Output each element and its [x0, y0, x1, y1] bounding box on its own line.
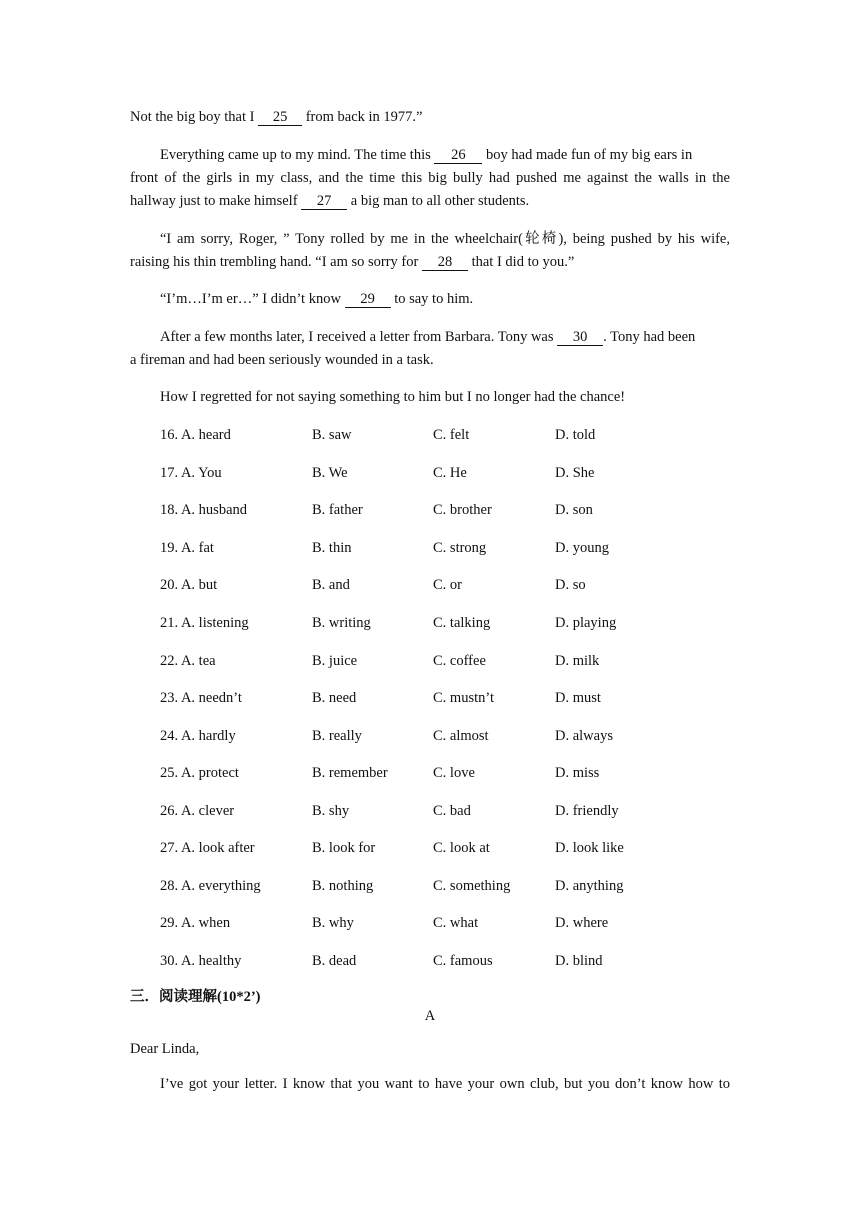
option-c: C. strong — [433, 540, 487, 556]
option-b: B. and — [312, 577, 350, 593]
option-c: C. brother — [433, 502, 492, 518]
option-d: D. playing — [555, 615, 617, 631]
option-c: C. something — [433, 878, 511, 894]
option-b: B. juice — [312, 653, 358, 669]
text: a big man to all other students. — [350, 193, 530, 209]
answer-blank: 29 — [345, 291, 391, 308]
text: a fireman and had been seriously wounded in a task. — [130, 352, 434, 368]
text: How I regretted for not saying something to him but I no longer had the chance! — [160, 389, 626, 405]
option-a: 27. A. look after — [160, 840, 255, 856]
text: to say to him. — [394, 291, 474, 307]
option-d: D. milk — [555, 653, 600, 669]
option-b: B. thin — [312, 540, 352, 556]
text: from back in 1977.” — [305, 109, 423, 125]
option-b: B. writing — [312, 615, 371, 631]
option-d: D. told — [555, 427, 596, 443]
option-a: 28. A. everything — [160, 878, 261, 894]
option-b: B. shy — [312, 803, 350, 819]
option-c: C. coffee — [433, 653, 486, 669]
option-c: C. mustn’t — [433, 690, 494, 706]
option-b: B. remember — [312, 765, 388, 781]
option-c: C. talking — [433, 615, 491, 631]
option-b: B. why — [312, 915, 354, 931]
option-c: C. or — [433, 577, 462, 593]
option-a: 19. A. fat — [160, 540, 214, 556]
paragraph-line — [130, 106, 730, 129]
option-b: B. saw — [312, 427, 352, 443]
option-c: C. He — [433, 465, 467, 481]
option-a: 17. A. You — [160, 465, 222, 481]
passage-label: A — [424, 1008, 436, 1024]
option-d: D. anything — [555, 878, 624, 894]
option-b: B. dead — [312, 953, 357, 969]
option-b: B. really — [312, 728, 362, 744]
paragraph-line — [130, 190, 730, 213]
letter-salutation: Dear Linda, — [130, 1041, 200, 1057]
paragraph-line — [160, 228, 730, 251]
text: . Tony had been — [603, 329, 696, 345]
option-a: 16. A. heard — [160, 427, 231, 443]
text: “I’m…I’m er…” I didn’t know — [160, 291, 345, 307]
option-d: D. friendly — [555, 803, 619, 819]
text: front of the girls in my class, and the time this big bully had pushed me against the walls in the — [130, 170, 730, 186]
option-c: C. famous — [433, 953, 493, 969]
option-d: D. blind — [555, 953, 603, 969]
option-c: C. almost — [433, 728, 489, 744]
option-b: B. need — [312, 690, 357, 706]
option-b: B. nothing — [312, 878, 374, 894]
paragraph-line — [130, 167, 730, 190]
option-a: 22. A. tea — [160, 653, 216, 669]
option-d: D. so — [555, 577, 586, 593]
option-a: 20. A. but — [160, 577, 218, 593]
answer-blank: 28 — [422, 254, 468, 271]
option-c: C. felt — [433, 427, 470, 443]
option-d: D. young — [555, 540, 609, 556]
text: After a few months later, I received a letter from Barbara. Tony was — [160, 329, 558, 345]
paragraph-line — [130, 349, 730, 372]
option-a: 29. A. when — [160, 915, 231, 931]
option-a: 25. A. protect — [160, 765, 239, 781]
answer-blank: 30 — [557, 329, 603, 346]
option-d: D. miss — [555, 765, 600, 781]
answer-blank: 26 — [434, 147, 482, 164]
paragraph-line — [130, 251, 730, 274]
option-a: 26. A. clever — [160, 803, 235, 819]
text: boy had made fun of my big ears in — [486, 147, 693, 163]
section-title: 三．阅读理解(10*2’) — [130, 989, 261, 1005]
text: hallway just to make himself — [130, 193, 302, 209]
option-a: 23. A. needn’t — [160, 690, 242, 706]
text: Not the big boy that I — [130, 109, 259, 125]
option-b: B. father — [312, 502, 363, 518]
paragraph-line — [160, 326, 730, 349]
option-d: D. always — [555, 728, 613, 744]
text: that I did to you.” — [471, 254, 575, 270]
option-d: D. must — [555, 690, 601, 706]
paragraph-line — [160, 288, 730, 311]
text: “I am sorry, Roger, ” Tony rolled by me in the wheelchair(轮椅), being pushed by his wife, — [160, 231, 730, 247]
option-b: B. look for — [312, 840, 376, 856]
text: I’ve got your letter. I know that you want to have your own club, but you don’t know how to — [160, 1076, 730, 1092]
text: Everything came up to my mind. The time this — [160, 147, 435, 163]
option-c: C. look at — [433, 840, 490, 856]
paragraph-line — [160, 386, 730, 409]
option-c: C. bad — [433, 803, 471, 819]
answer-blank: 25 — [258, 109, 302, 126]
option-a: 18. A. husband — [160, 502, 247, 518]
option-d: D. look like — [555, 840, 624, 856]
option-d: D. son — [555, 502, 593, 518]
option-d: D. where — [555, 915, 609, 931]
text: raising his thin trembling hand. “I am so sorry for — [130, 254, 422, 270]
option-c: C. love — [433, 765, 475, 781]
option-d: D. She — [555, 465, 595, 481]
option-b: B. We — [312, 465, 348, 481]
option-a: 24. A. hardly — [160, 728, 236, 744]
answer-blank: 27 — [301, 193, 347, 210]
paragraph-line — [160, 1073, 730, 1096]
option-a: 30. A. healthy — [160, 953, 242, 969]
option-c: C. what — [433, 915, 479, 931]
paragraph-line — [160, 144, 730, 167]
option-a: 21. A. listening — [160, 615, 249, 631]
